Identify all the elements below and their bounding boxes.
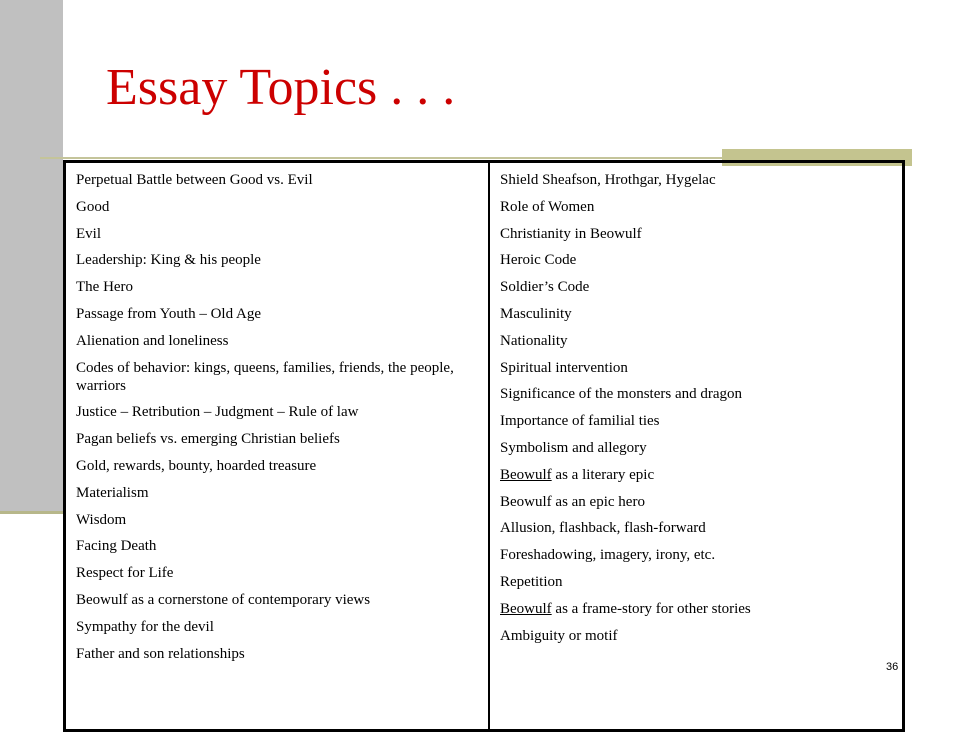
list-item-underlined [500, 600, 892, 618]
underlined-title: Beowulf [500, 466, 552, 483]
list-item: Masculinity [500, 305, 572, 322]
list-item: Leadership: King & his people [76, 252, 261, 269]
list-item: Gold, rewards, bounty, hoarded treasure [76, 457, 317, 474]
list-item-underlined [500, 466, 892, 484]
left-decorative-bar [0, 0, 63, 512]
list-item: Materialism [76, 484, 149, 501]
list-item: Symbolism and allegory [500, 439, 647, 456]
list-item: Ambiguity or motif [500, 627, 618, 644]
topic-text: as a literary epic [551, 466, 655, 483]
list-item: Sympathy for the devil [76, 618, 214, 635]
list-item: Perpetual Battle between Good vs. Evil [76, 172, 313, 188]
topic-text: as a frame-story for other stories [551, 600, 751, 617]
underlined-title: Beowulf [500, 600, 552, 617]
list-item: Repetition [500, 573, 563, 590]
list-item: Nationality [500, 332, 568, 349]
list-item: Importance of familial ties [500, 413, 660, 430]
list-item: Foreshadowing, imagery, irony, etc. [500, 547, 716, 564]
topics-table [63, 160, 905, 732]
list-item: Significance of the monsters and dragon [500, 386, 743, 403]
list-item: Shield Sheafson, Hrothgar, Hygelac [500, 172, 716, 188]
list-item: Codes of behavior: kings, queens, families, friends, the people, warriors [76, 359, 454, 394]
list-item: Heroic Code [500, 252, 577, 269]
list-item: Allusion, flashback, flash-forward [500, 520, 706, 537]
list-item: Passage from Youth – Old Age [76, 305, 262, 322]
list-item: Wisdom [76, 511, 127, 528]
list-item: The Hero [76, 279, 134, 296]
list-item: Role of Women [500, 198, 595, 215]
left-bar-rule [0, 511, 63, 514]
slide-title: Essay Topics . . . [106, 59, 456, 116]
list-item: Evil [76, 225, 101, 242]
right-topics-column [490, 163, 902, 729]
list-item: Good [76, 198, 110, 215]
list-item: Beowulf as a cornerstone of contemporary views [76, 591, 371, 608]
list-item: Respect for Life [76, 565, 174, 582]
list-item: Pagan beliefs vs. emerging Christian beliefs [76, 431, 340, 448]
list-item: Beowulf as an epic hero [500, 493, 645, 510]
list-item: Father and son relationships [76, 645, 245, 662]
title-divider [40, 157, 722, 159]
left-topics-column [66, 163, 490, 729]
list-item: Alienation and loneliness [76, 332, 229, 349]
list-item: Spiritual intervention [500, 359, 628, 376]
list-item: Facing Death [76, 538, 157, 555]
list-item: Soldier’s Code [500, 279, 590, 296]
page-number: 36 [886, 661, 899, 673]
list-item: Justice – Retribution – Judgment – Rule of law [76, 404, 359, 421]
list-item: Christianity in Beowulf [500, 225, 642, 242]
